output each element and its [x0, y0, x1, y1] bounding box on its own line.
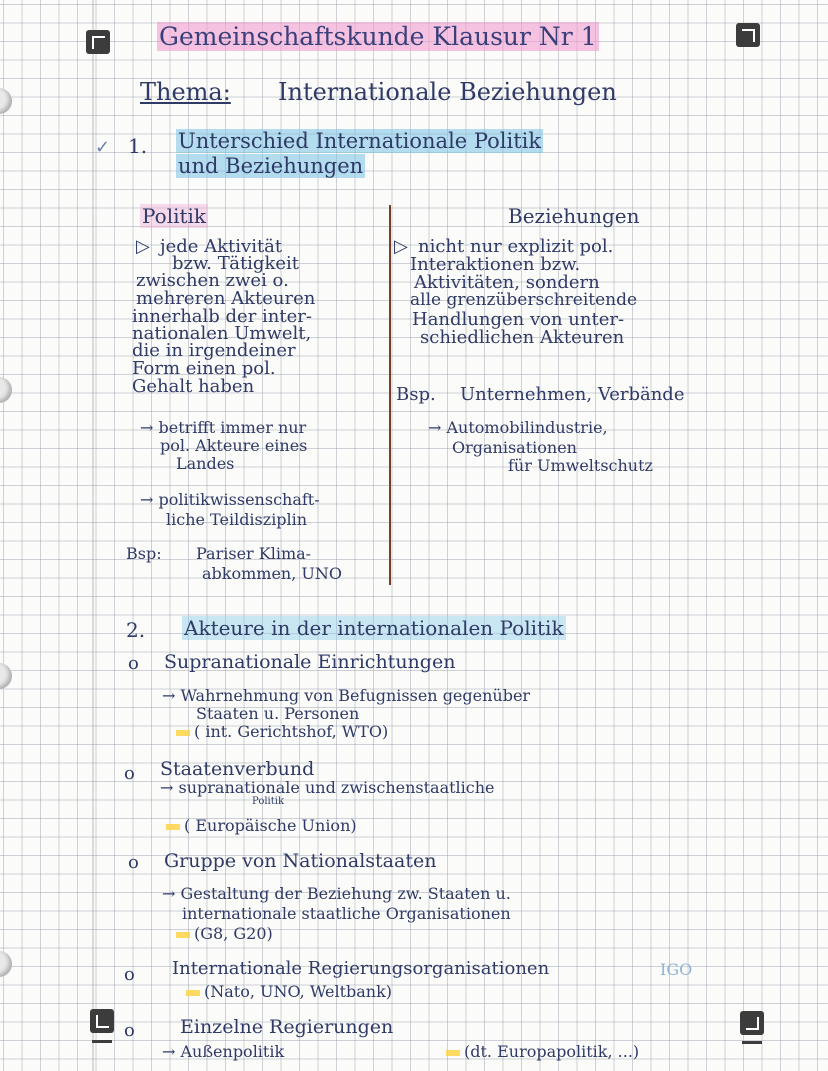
politik-line: zwischen zwei o. [136, 270, 289, 291]
arrow-icon [166, 824, 180, 830]
actor-line: (G8, G20) [176, 926, 273, 942]
beziehungen-line: Aktivitäten, sondern [414, 272, 600, 293]
actor-line: Staaten u. Personen [196, 704, 360, 723]
politik-line: Gehalt haben [132, 376, 255, 397]
politik-example: abkommen, UNO [202, 564, 342, 583]
check-mark-icon: ✓ [95, 137, 111, 158]
bullet-marker: ▷ [394, 236, 408, 257]
politik-heading: Politik [142, 204, 207, 228]
punch-hole [0, 951, 12, 977]
politik-example-label: Bsp: [126, 544, 162, 563]
beziehungen-line: schiedlichen Akteuren [420, 327, 625, 348]
beziehungen-example: Unternehmen, Verbände [460, 384, 685, 405]
actor-line: (dt. Europapolitik, ...) [446, 1044, 639, 1060]
actor-line: → Gestaltung der Beziehung zw. Staaten u. [162, 884, 511, 903]
arrow-icon [176, 932, 190, 938]
actor-line: (Nato, UNO, Weltbank) [186, 984, 392, 1000]
topic-text: Internationale Beziehungen [278, 78, 617, 106]
actor-title: Gruppe von Nationalstaaten [164, 850, 437, 872]
politik-arrow-line: Landes [176, 454, 235, 473]
politik-arrow-line: → betrifft immer nur [140, 418, 307, 437]
actor-line: Politik [252, 796, 285, 807]
list-marker: o [124, 763, 135, 784]
actor-note: IGO [660, 960, 693, 979]
actor-line: ( int. Gerichtshof, WTO) [176, 724, 388, 740]
list-marker: o [124, 1020, 135, 1041]
column-divider [389, 205, 391, 585]
actor-line: → supranationale und zwischenstaatliche [160, 778, 495, 797]
politik-line: mehreren Akteuren [136, 288, 316, 309]
arrow-icon [446, 1050, 460, 1056]
actor-line: → Außenpolitik [162, 1042, 285, 1061]
politik-example: Pariser Klima- [196, 544, 312, 563]
scan-marker-icon [736, 23, 760, 47]
punch-hole [0, 377, 12, 403]
politik-line: nationalen Umwelt, [132, 323, 312, 344]
actor-title: Internationale Regierungsorganisationen [172, 958, 550, 979]
beziehungen-arrow-line: → Automobilindustrie, [428, 418, 608, 437]
politik-line: jede Aktivität [160, 236, 283, 257]
section1-heading-line1: Unterschied Internationale Politik [178, 129, 542, 153]
actor-title: Staatenverbund [160, 758, 315, 780]
beziehungen-line: nicht nur explizit pol. [418, 236, 614, 257]
beziehungen-line: alle grenzüberschreitende [410, 290, 638, 310]
beziehungen-line: Handlungen von unter- [412, 309, 625, 330]
politik-arrow-line: liche Teildisziplin [166, 510, 308, 529]
scan-marker-dash [92, 1040, 112, 1043]
arrow-icon [176, 730, 190, 736]
beziehungen-arrow-line: für Umweltschutz [508, 456, 653, 475]
section1-number: 1. [128, 134, 148, 158]
actor-title: Supranationale Einrichtungen [164, 651, 456, 673]
politik-line: Form einen pol. [132, 358, 276, 379]
politik-line: bzw. Tätigkeit [172, 253, 300, 274]
beziehungen-heading: Beziehungen [508, 204, 640, 228]
actor-line: ( Europäische Union) [166, 818, 357, 834]
section2-heading: Akteure in der internationalen Politik [184, 616, 564, 640]
beziehungen-arrow-line: Organisationen [452, 438, 577, 457]
actor-line: → Wahrnehmung von Befugnissen gegenüber [162, 686, 531, 705]
scan-marker-icon [86, 30, 110, 54]
margin-line [92, 0, 94, 1071]
scan-marker-icon [90, 1009, 114, 1033]
punch-hole [0, 88, 12, 114]
scan-marker-dash [742, 1041, 762, 1044]
list-marker: o [128, 653, 139, 674]
actor-line: internationale staatliche Organisationen [182, 904, 511, 923]
punch-hole [0, 663, 12, 689]
page-title: Gemeinschaftskunde Klausur Nr 1 [159, 22, 597, 51]
politik-line: die in irgendeiner [132, 340, 296, 361]
politik-arrow-line: → politikwissenschaft- [140, 490, 320, 509]
arrow-icon [186, 990, 200, 996]
list-marker: o [124, 964, 135, 985]
beziehungen-line: Interaktionen bzw. [410, 254, 581, 275]
beziehungen-example-label: Bsp. [396, 384, 436, 405]
politik-line: innerhalb der inter- [132, 306, 312, 327]
section1-heading-line2: und Beziehungen [178, 154, 364, 178]
topic-label: Thema: [140, 78, 231, 106]
actor-title: Einzelne Regierungen [180, 1016, 394, 1038]
scan-marker-icon [740, 1011, 764, 1035]
section2-number: 2. [126, 618, 146, 642]
list-marker: o [128, 852, 139, 873]
politik-arrow-line: pol. Akteure eines [160, 436, 308, 455]
bullet-marker: ▷ [136, 236, 150, 257]
